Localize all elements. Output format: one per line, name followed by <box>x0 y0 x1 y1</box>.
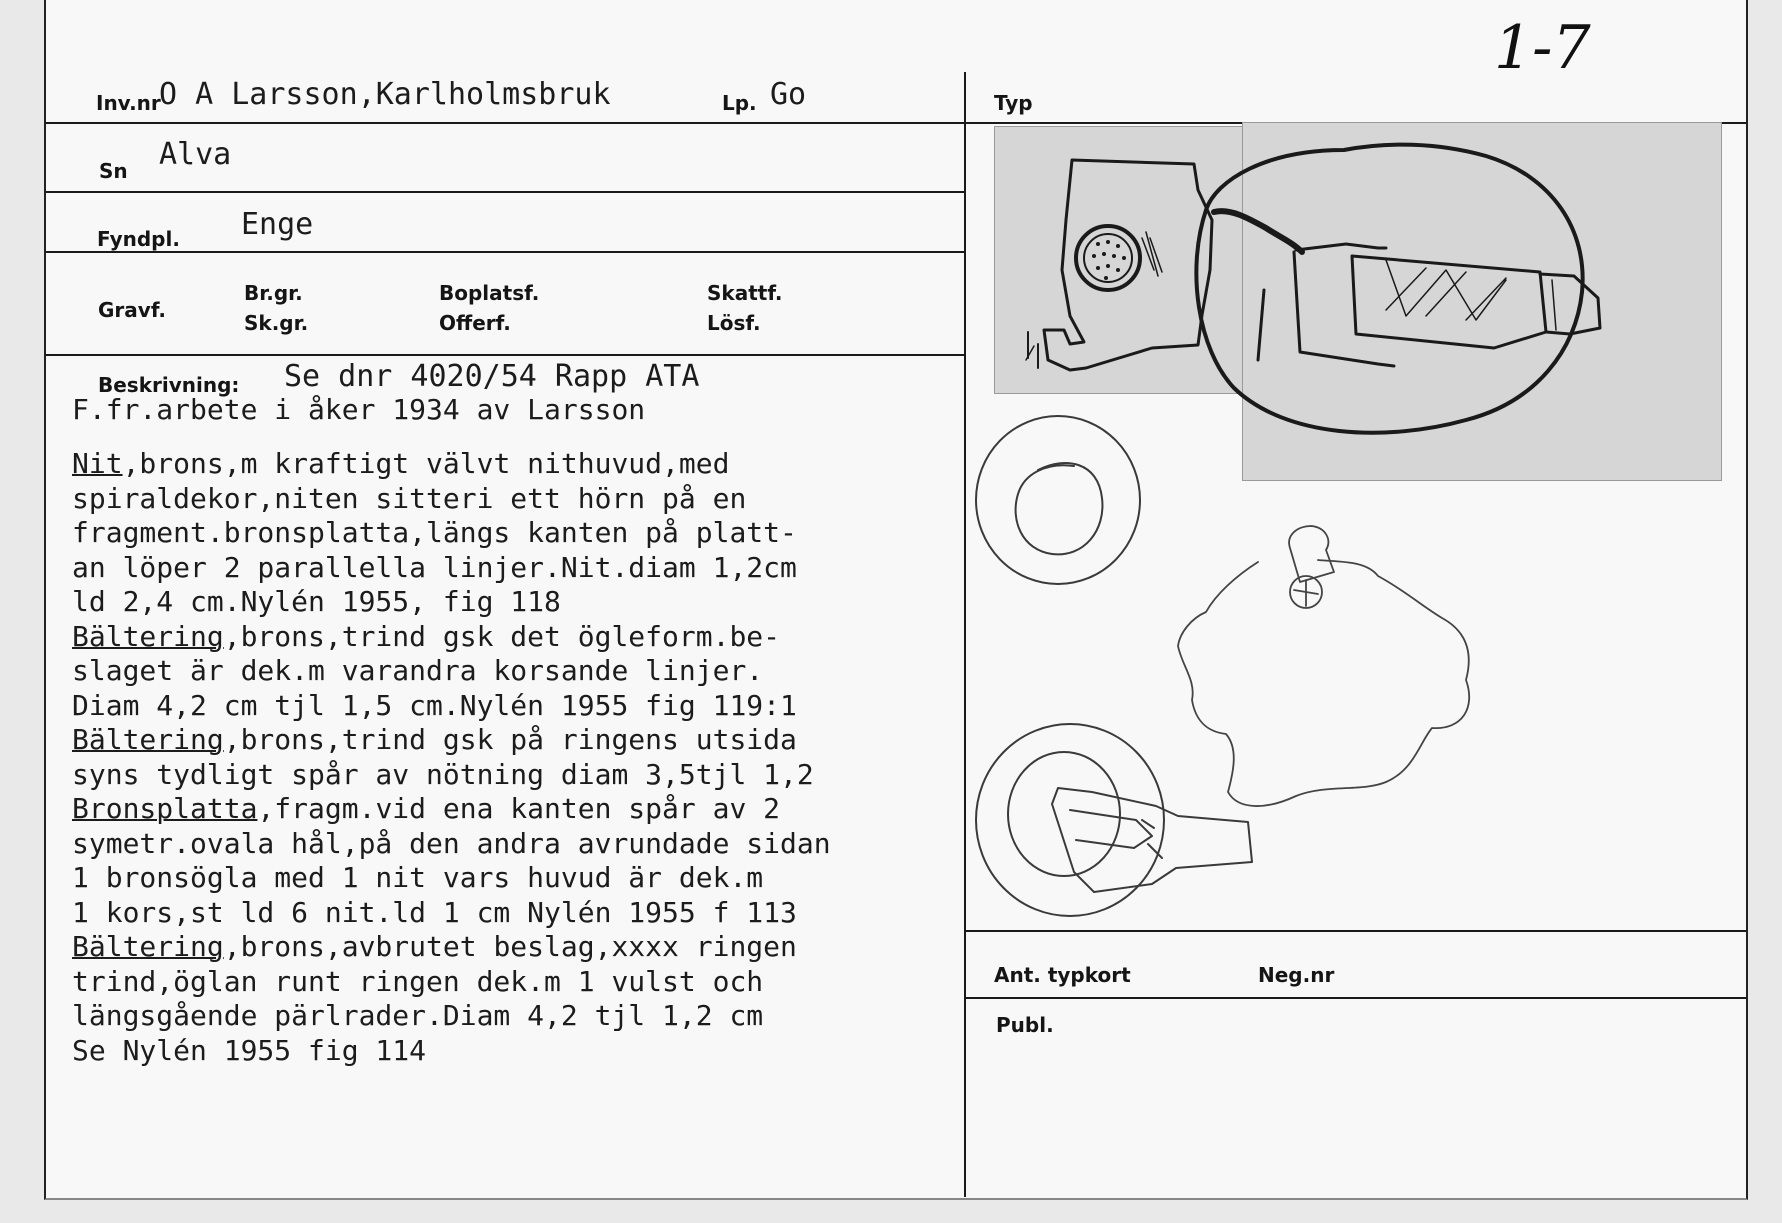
description-line <box>72 861 1052 896</box>
description-line <box>72 447 1052 482</box>
description-line <box>72 551 1052 586</box>
belt-ring-drawing <box>1196 145 1600 433</box>
description-line <box>72 1034 1052 1069</box>
bronze-plate-drawing <box>1178 526 1469 806</box>
skattf-label: Skattf. <box>707 281 783 305</box>
scale-1-1-mark <box>1026 332 1038 368</box>
description-text: 1 kors,st ld 6 nit.ld 1 cm Nylén 1955 f 113 <box>72 895 797 929</box>
description-term: Bältering <box>72 930 224 963</box>
description-text: 1 bronsögla med 1 nit vars huvud är dek.m <box>72 861 764 894</box>
offerf-label: Offerf. <box>439 311 511 335</box>
description-line <box>72 965 1052 1000</box>
description-text: an löper 2 parallella linjer.Nit.diam 1,2cm <box>72 550 797 584</box>
beskrivning-first-line: Se dnr 4020/54 Rapp ATA <box>284 359 700 394</box>
small-ring-drawing <box>976 416 1140 584</box>
description-term: Bronsplatta <box>72 792 258 825</box>
fyndpl-value: Enge <box>241 207 314 242</box>
gravf-label: Gravf. <box>98 298 167 322</box>
rule-inv <box>46 122 966 124</box>
brgr-label: Br.gr. <box>244 281 303 305</box>
description-text: spiraldekor,niten sitteri ett hörn på en <box>72 481 747 515</box>
description-line <box>72 723 1052 758</box>
catalog-card <box>44 0 1748 1200</box>
description-text: Diam 4,2 cm tjl 1,5 cm.Nylén 1955 fig 119:1 <box>72 688 797 722</box>
description-text: ,brons,m kraftigt välvt nithuvud,med <box>122 447 730 480</box>
description-text: ,brons,trind gsk det ögleform.be- <box>223 619 781 653</box>
ant-typkort-label: Ant. typkort <box>994 963 1131 987</box>
description-line <box>72 585 1052 620</box>
beskrivning-label: Beskrivning: <box>98 373 240 397</box>
description-text: ,fragm.vid ena kanten spår av 2 <box>257 792 781 825</box>
catalog-reference: 1-7 <box>1494 13 1591 83</box>
fyndpl-label: Fyndpl. <box>97 227 180 251</box>
ring-with-loop-drawing <box>976 724 1252 916</box>
sn-value: Alva <box>159 137 232 172</box>
beskrivning-intro: F.fr.arbete i åker 1934 av Larsson <box>72 393 646 426</box>
publ-label: Publ. <box>996 1013 1054 1037</box>
description-line <box>72 654 1052 689</box>
description-text: syns tydligt spår av nötning diam 3,5tjl 1,2 <box>72 757 814 791</box>
typ-label: Typ <box>994 91 1033 115</box>
rule-gravf <box>46 354 966 356</box>
rivet-plate-drawing <box>1044 160 1212 370</box>
neg-nr-label: Neg.nr <box>1258 963 1335 987</box>
description-text: slaget är dek.m varandra korsande linjer. <box>72 654 764 687</box>
description-term: Bältering <box>72 619 224 653</box>
description-line <box>72 930 1052 965</box>
description-text: ,brons,trind gsk på ringens utsida <box>223 723 797 756</box>
description-line <box>72 689 1052 724</box>
description-line <box>72 792 1052 827</box>
rule-sn <box>46 191 966 193</box>
description-line <box>72 620 1052 655</box>
description-text: fragment.bronsplatta,längs kanten på platt- <box>72 516 797 549</box>
boplatsf-label: Boplatsf. <box>439 281 540 305</box>
lp-value: Go <box>770 77 807 112</box>
description-text: symetr.ovala hål,på den andra avrundade sidan <box>72 826 831 860</box>
description-term: Nit <box>72 447 123 480</box>
description-text: trind,öglan runt ringen dek.m 1 vulst och <box>72 964 764 998</box>
lp-label: Lp. <box>722 91 757 115</box>
description-line <box>72 516 1052 551</box>
inv-label: Inv.nr <box>96 91 161 115</box>
rule-fyndpl <box>46 251 966 253</box>
sn-label: Sn <box>99 159 128 183</box>
losf-label: Lösf. <box>707 311 761 335</box>
artifact-drawings <box>966 120 1746 940</box>
description-text: längsgående pärlrader.Diam 4,2 tjl 1,2 cm <box>72 999 764 1032</box>
description-body <box>72 447 1052 1068</box>
description-line <box>72 758 1052 793</box>
description-text: Se Nylén 1955 fig 114 <box>72 1033 427 1067</box>
description-line <box>72 999 1054 1037</box>
inv-value: O A Larsson,Karlholmsbruk <box>159 77 611 112</box>
description-line <box>72 827 1052 862</box>
description-term: Bältering <box>72 723 224 756</box>
description-line <box>72 896 1052 931</box>
skgr-label: Sk.gr. <box>244 311 309 335</box>
description-text: ,brons,avbrutet beslag,xxxx ringen <box>223 930 797 963</box>
rule-ant-typkort-bottom <box>966 997 1746 999</box>
description-text: ld 2,4 cm.Nylén 1955, fig 118 <box>72 585 561 618</box>
description-line <box>72 482 1052 517</box>
